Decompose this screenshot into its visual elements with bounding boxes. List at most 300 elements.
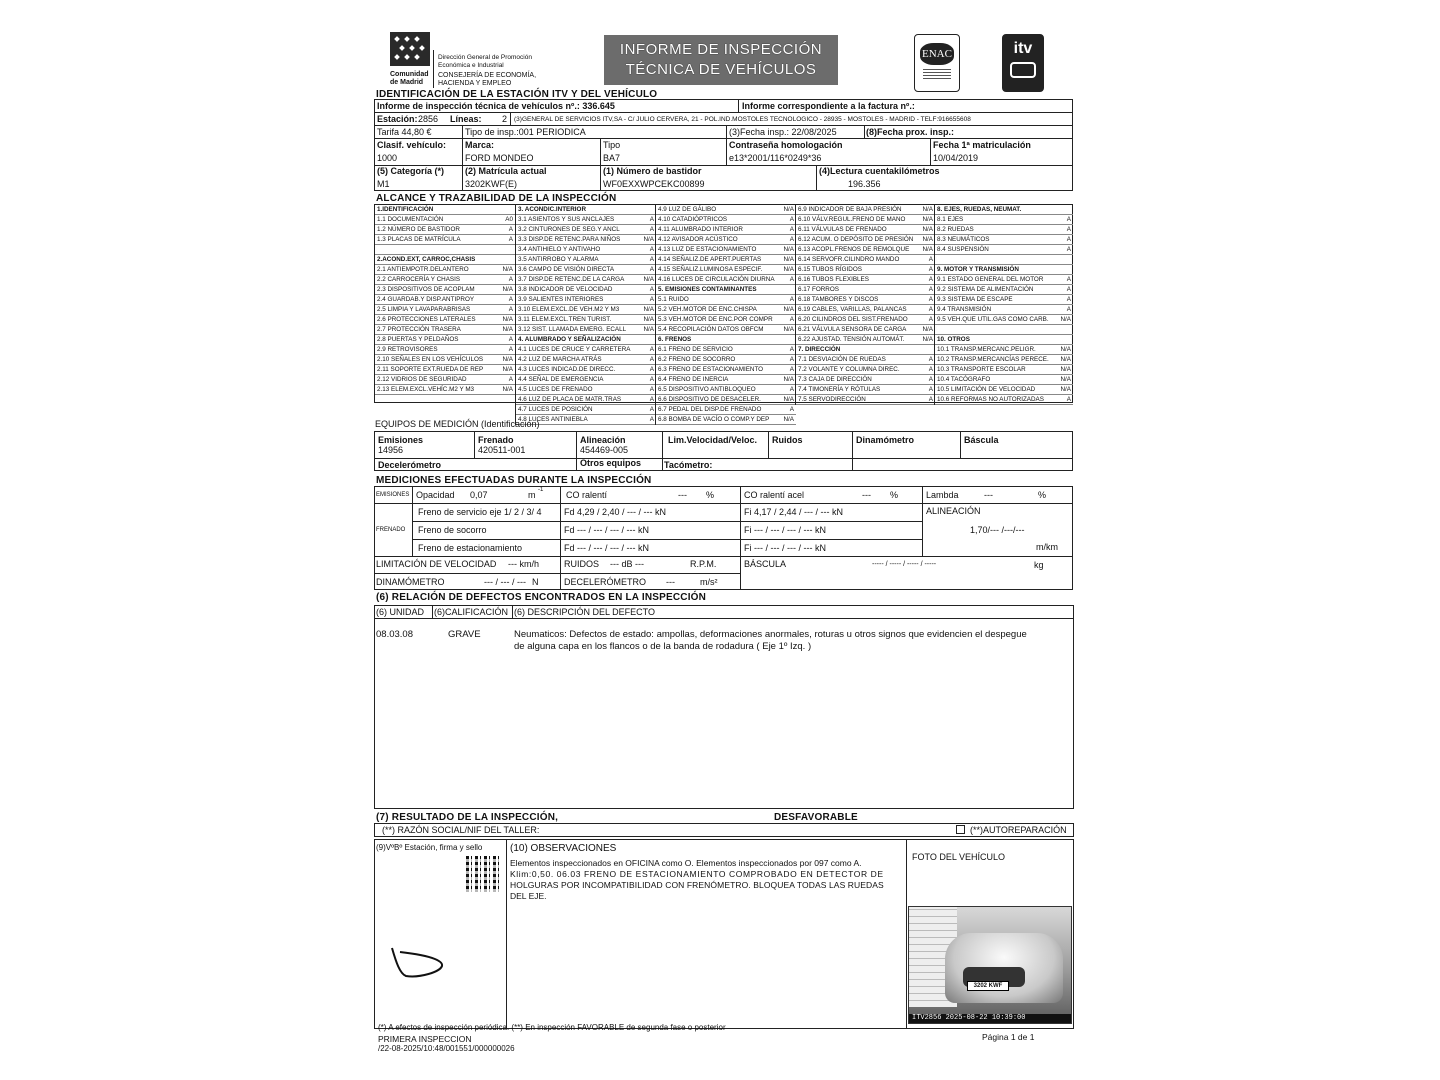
alcance-item <box>796 275 935 285</box>
observaciones-title: (10) OBSERVACIONES <box>510 843 617 854</box>
alcance-item-label: 6.9 INDICADOR DE BAJA PRESIÓN <box>798 206 902 213</box>
alcance-item <box>375 315 515 325</box>
categoria-label: (5) Categoría (*) <box>377 166 445 176</box>
alcance-item-label: 5. EMISIONES CONTAMINANTES <box>658 286 757 293</box>
alcance-item-label: 10.3 TRANSPORTE ESCOLAR <box>937 366 1026 373</box>
alcance-item-result: N/A <box>783 326 794 333</box>
contrasena-label: Contraseña homologación <box>729 140 843 150</box>
alcance-item-label: 6.11 VÁLVULAS DE FRENADO <box>798 226 887 233</box>
alcance-item <box>375 325 515 335</box>
alcance-item-result: N/A <box>643 276 654 283</box>
alcance-item-label: 4.5 LUCES DE FRENADO <box>518 386 593 393</box>
dinamometro-meas-label: DINAMÓMETRO <box>376 577 445 587</box>
alcance-item-label: 6.15 TUBOS RÍGIDOS <box>798 266 862 273</box>
alcance-item-label: 3.2 CINTURONES DE SEG.Y ANCL <box>518 226 620 233</box>
alcance-item-label: 6.21 VÁLVULA SENSORA DE CARGA <box>798 326 907 333</box>
alineacion-meas-value: 1,70/--- /---/--- <box>970 525 1025 535</box>
alcance-item <box>516 385 656 395</box>
alcance-item <box>796 385 935 395</box>
estacion-address: (3)GENERAL DE SERVICIOS ITV,SA - C/ JULIO CERVERA, 21 - POL.IND.MOSTOLES TECNOLOGICO - 28935 - MOSTOLES - MADRID - TELF:916655608 <box>514 116 971 123</box>
alcance-item-label: 6.8 BOMBA DE VACÍO O COMP.Y DEP <box>658 416 770 423</box>
alcance-item <box>935 255 1073 265</box>
alcance-item <box>796 215 935 225</box>
alcance-item <box>935 385 1073 395</box>
alcance-item-label: 4.2 LUZ DE MARCHA ATRÁS <box>518 356 602 363</box>
signature-icon <box>386 942 446 982</box>
alcance-item-label: 5.3 VEH.MOTOR DE ENC.POR COMPR <box>658 316 773 323</box>
freno-socorro-label: Freno de socorro <box>418 525 487 535</box>
alcance-item-label: 4.16 LUCES DE CIRCULACIÓN DIURNA <box>658 276 775 283</box>
opacidad-exp: -1 <box>538 487 544 493</box>
alcance-item-label: 4.6 LUZ DE PLACA DE MATR.TRAS <box>518 396 622 403</box>
alcance-item-result: N/A <box>1060 376 1071 383</box>
alcance-item <box>516 265 656 275</box>
alcance-item <box>656 205 796 215</box>
rpm-unit: R.P.M. <box>690 559 717 569</box>
alcance-item-result: N/A <box>922 226 933 233</box>
alcance-item-label: 7.4 TIMONERÍA Y RÓTULAS <box>798 386 881 393</box>
alcance-item <box>796 295 935 305</box>
alcance-item-label: 10.4 TACÓGRAFO <box>937 376 991 383</box>
enac-logo <box>914 34 960 92</box>
emisiones-value: 14956 <box>378 445 404 455</box>
alcance-item <box>796 355 935 365</box>
firma-label: (9)VºBº Estación, firma y sello <box>376 843 483 852</box>
alcance-item-result: A <box>649 266 654 273</box>
col-descripcion: (6) DESCRIPCIÓN DEL DEFECTO <box>514 607 656 617</box>
alcance-item-result: A <box>649 216 654 223</box>
alcance-item <box>375 345 515 355</box>
mediciones-title: MEDICIONES EFECTUADAS DURANTE LA INSPECCIÓN <box>376 475 652 486</box>
alineacion-label: Alineación <box>580 435 626 445</box>
emisiones-label: Emisiones <box>378 435 424 445</box>
alcance-item-label: 3.10 ELEM.EXCL.DE VEH.M2 Y M3 <box>518 306 620 313</box>
alcance-item <box>935 275 1073 285</box>
alcance-item-label: 2.7 PROTECCIÓN TRASERA <box>377 326 461 333</box>
alcance-item-result: N/A <box>922 336 933 343</box>
clasif-label: Clasif. vehículo: <box>377 140 447 150</box>
banner-line-2: TÉCNICA DE VEHÍCULOS <box>625 61 817 78</box>
alcance-item-label: 2.8 PUERTAS Y PELDAÑOS <box>377 336 459 343</box>
alcance-item-label: 4.14 SEÑALIZ.DE APERT.PUERTAS <box>658 256 762 263</box>
freno-estac-fd: Fd --- / --- / --- / --- kN <box>564 543 649 553</box>
alcance-item-result: N/A <box>643 316 654 323</box>
alcance-item-label: 10.2 TRANSP.MERCANCÍAS PERECE. <box>937 356 1049 363</box>
freno-socorro-fd: Fd --- / --- / --- / --- kN <box>564 525 649 535</box>
resultado-label: (7) RESULTADO DE LA INSPECCIÓN, <box>376 812 559 823</box>
fecha-matricula-value: 10/04/2019 <box>933 153 979 163</box>
alcance-item-result: A <box>789 386 794 393</box>
taller-label: (**) RAZÓN SOCIAL/NIF DEL TALLER: <box>382 825 540 835</box>
vehicle-photo <box>908 906 1072 1024</box>
alcance-item-label: 6.22 AJUSTAD. TENSIÓN AUTOMÁT. <box>798 336 905 343</box>
alcance-item <box>516 255 656 265</box>
limit-vel-value: --- km/h <box>508 559 539 569</box>
alcance-group-header <box>935 265 1073 275</box>
alcance-item-result: A <box>1066 306 1071 313</box>
alcance-item-result: A0 <box>505 216 513 223</box>
fecha-proxima: (8)Fecha prox. insp.: <box>866 127 955 137</box>
alcance-item-label: 8. EJES, RUEDAS, NEUMAT. <box>937 206 1022 213</box>
alcance-item-result: A <box>508 226 513 233</box>
alcance-item <box>656 265 796 275</box>
ruidos-meas-label: RUIDOS <box>564 559 600 569</box>
itv-label: itv <box>1013 40 1033 57</box>
alcance-item-result: A <box>789 346 794 353</box>
alcance-item-result: A <box>649 346 654 353</box>
decelerometro-label: Decelerómetro <box>378 460 442 470</box>
car-icon <box>1010 62 1036 78</box>
alcance-item-label: 8.4 SUSPENSIÓN <box>937 246 989 253</box>
emisiones-side-label: EMISIONES <box>376 492 410 498</box>
alcance-item <box>796 235 935 245</box>
alcance-item <box>656 235 796 245</box>
alcance-item-result: A <box>789 296 794 303</box>
alcance-item-result: N/A <box>922 326 933 333</box>
alcance-item-label: 9.2 SISTEMA DE ALIMENTACIÓN <box>937 286 1034 293</box>
alcance-item-label: 4. ALUMBRADO Y SEÑALIZACIÓN <box>518 336 621 343</box>
alcance-item <box>375 285 515 295</box>
alcance-item-result: A <box>928 286 933 293</box>
alcance-group-header <box>796 345 935 355</box>
alcance-item <box>796 255 935 265</box>
alcance-item-result: N/A <box>502 326 513 333</box>
alcance-item-result: N/A <box>1060 366 1071 373</box>
alcance-item-result: A <box>649 416 654 423</box>
alcance-item-label: 1.3 PLACAS DE MATRÍCULA <box>377 236 461 243</box>
org-line-1: Dirección General de Promoción <box>438 54 532 61</box>
freno-estac-fi: Fi --- / --- / --- / --- kN <box>744 543 826 553</box>
alcance-column <box>515 205 656 425</box>
alcance-item <box>656 225 796 235</box>
alcance-item <box>375 335 515 345</box>
alcance-item-label: 6.2 FRENO DE SOCORRO <box>658 356 736 363</box>
alcance-item-label: 4.11 ALUMBRADO INTERIOR <box>658 226 743 233</box>
matricula-label: (2) Matrícula actual <box>465 166 547 176</box>
alcance-item-result: N/A <box>502 286 513 293</box>
freno-servicio-fi: Fi 4,17 / 2,44 / --- / --- kN <box>744 507 844 517</box>
alcance-item <box>516 395 656 405</box>
alcance-item-label: 7.3 CAJA DE DIRECCIÓN <box>798 376 872 383</box>
alcance-item-result: N/A <box>1060 346 1071 353</box>
alcance-item <box>656 255 796 265</box>
col-unidad: (6) UNIDAD <box>376 607 425 617</box>
alcance-item-label: 6.3 FRENO DE ESTACIONAMIENTO <box>658 366 764 373</box>
alcance-item <box>656 345 796 355</box>
alcance-item-label: 3.9 SALIENTES INTERIORES <box>518 296 604 303</box>
estacion-value: 2856 <box>418 114 439 124</box>
foto-label: FOTO DEL VEHÍCULO <box>912 852 1006 862</box>
alcance-item <box>796 205 935 215</box>
alcance-grid <box>374 204 1073 423</box>
alcance-item-label: 3.11 ELEM.EXCL.TREN TURIST. <box>518 316 612 323</box>
resultado-value: DESFAVORABLE <box>774 812 858 823</box>
co-acel-value: --- <box>862 490 871 500</box>
alcance-item <box>516 225 656 235</box>
alcance-item <box>796 305 935 315</box>
alcance-group-header <box>656 285 796 295</box>
alcance-item-result: A <box>508 276 513 283</box>
alcance-item-result: A <box>1066 226 1071 233</box>
alcance-item-label: 6.12 ACUM. O DEPÓSITO DE PRESIÓN <box>798 236 914 243</box>
alcance-item-label: 8.1 EJES <box>937 216 964 223</box>
co-ralenti-unit: % <box>706 490 715 500</box>
alcance-item-result: N/A <box>922 246 933 253</box>
freno-estac-label: Freno de estacionamiento <box>418 543 523 553</box>
tipo-label: Tipo <box>603 140 621 150</box>
alcance-item <box>796 375 935 385</box>
alcance-item <box>935 315 1073 325</box>
alcance-item-result: A <box>649 376 654 383</box>
alcance-item <box>656 365 796 375</box>
alcance-item-result: A <box>789 406 794 413</box>
alcance-item-result: A <box>1066 286 1071 293</box>
alcance-item-result: A <box>928 366 933 373</box>
alcance-item-result: A <box>649 386 654 393</box>
alcance-item-result: N/A <box>1060 356 1071 363</box>
alcance-item-result: N/A <box>783 416 794 423</box>
alcance-item-result: N/A <box>502 356 513 363</box>
alcance-item-result: A <box>1066 396 1071 403</box>
alcance-item <box>516 275 656 285</box>
ruidos-meas-value: --- dB --- <box>610 559 644 569</box>
alcance-item <box>375 245 515 255</box>
alcance-item-result: N/A <box>1060 386 1071 393</box>
alcance-item <box>656 395 796 405</box>
alcance-item <box>796 285 935 295</box>
alcance-item-label: 1.IDENTIFICACIÓN <box>377 206 434 213</box>
alcance-item-label: 6.18 TAMBORES Y DISCOS <box>798 296 879 303</box>
alcance-item <box>935 365 1073 375</box>
alcance-item-result: A <box>649 406 654 413</box>
alcance-item <box>656 315 796 325</box>
frenado-label: Frenado <box>478 435 514 445</box>
page-number: Página 1 de 1 <box>982 1032 1035 1042</box>
contrasena-value: e13*2001/116*0249*36 <box>729 153 822 163</box>
alcance-item-result: A <box>928 306 933 313</box>
alcance-item-result: N/A <box>502 266 513 273</box>
alineacion-meas-label: ALINEACIÓN <box>926 506 981 516</box>
alcance-item <box>796 245 935 255</box>
limvel-label: Lim.Velocidad/Veloc. <box>668 435 758 445</box>
fecha-inspeccion: (3)Fecha insp.: 22/08/2025 <box>729 127 837 137</box>
alcance-item-label: 8.3 NEUMÁTICOS <box>937 236 990 243</box>
alcance-column <box>934 205 1073 405</box>
alcance-item-label: 2.13 ELEM.EXCL.VEHÍC.M2 Y M3 <box>377 386 475 393</box>
alcance-item-result: A <box>789 366 794 373</box>
autoreparacion-checkbox[interactable] <box>956 825 965 834</box>
alcance-item-result: A <box>1066 236 1071 243</box>
alcance-item <box>375 215 515 225</box>
alcance-group-header <box>516 205 656 215</box>
alcance-item <box>656 385 796 395</box>
alcance-item-label: 2.9 RETROVISORES <box>377 346 438 353</box>
alcance-item <box>516 315 656 325</box>
alcance-item <box>375 225 515 235</box>
alcance-item-result: A <box>649 256 654 263</box>
alcance-item-label: 3. ACONDIC.INTERIOR <box>518 206 586 213</box>
alcance-item <box>935 395 1073 405</box>
bascula-label: Báscula <box>964 435 999 445</box>
alcance-item-label: 4.8 LUCES ANTINIEBLA <box>518 416 588 423</box>
matricula-value: 3202KWF(E) <box>465 179 518 189</box>
decelerometro-meas-label: DECELERÓMETRO <box>564 577 647 587</box>
otros-equipos-label: Otros equipos <box>580 458 642 468</box>
alcance-item-label: 2.11 SOPORTE EXT.RUEDA DE REP <box>377 366 484 373</box>
tipo-inspeccion: Tipo de insp.:001 PERIODICA <box>465 127 586 137</box>
alcance-item-result: N/A <box>643 236 654 243</box>
alcance-group-header <box>656 335 796 345</box>
alcance-item-result: A <box>649 226 654 233</box>
alcance-item-label: 7.1 DESVIACIÓN DE RUEDAS <box>798 356 886 363</box>
alcance-item <box>516 345 656 355</box>
alcance-item-label: 4.10 CATADIÓPTRICOS <box>658 216 728 223</box>
alcance-item-result: A <box>789 236 794 243</box>
alcance-item-result: A <box>928 296 933 303</box>
alcance-section-title: ALCANCE Y TRAZABILIDAD DE LA INSPECCIÓN <box>376 193 617 204</box>
madrid-flag-logo <box>390 32 430 66</box>
defectos-title: (6) RELACIÓN DE DEFECTOS ENCONTRADOS EN LA INSPECCIÓN <box>376 592 707 603</box>
alcance-item-result: A <box>789 276 794 283</box>
marca-label: Marca: <box>465 140 495 150</box>
alcance-item <box>656 275 796 285</box>
tipo-value: BA7 <box>603 153 621 163</box>
alcance-item-result: A <box>649 296 654 303</box>
alcance-item-result: A <box>649 366 654 373</box>
alcance-item-label: 9. MOTOR Y TRANSMISIÓN <box>937 266 1019 273</box>
alcance-item-result: A <box>928 266 933 273</box>
bascula-unit: kg <box>1034 560 1044 570</box>
alcance-item <box>935 325 1073 335</box>
alcance-item-result: A <box>928 316 933 323</box>
banner-line-1: INFORME DE INSPECCIÓN <box>619 41 823 58</box>
opacidad-label: Opacidad <box>416 490 455 500</box>
alcance-column <box>375 205 515 395</box>
alcance-group-header <box>375 255 515 265</box>
alcance-item <box>656 375 796 385</box>
alcance-item <box>516 235 656 245</box>
alcance-item <box>656 295 796 305</box>
alcance-item-result: A <box>928 396 933 403</box>
alcance-item <box>935 305 1073 315</box>
observaciones-line2: Klim:0,50. 06.03 FRENO DE ESTACIONAMIENTO COMPROBADO EN DETECTOR DE <box>510 869 884 879</box>
photo-timestamp: ITV2856 2025-08-22 10:39:00 <box>909 1014 1071 1023</box>
opacidad-value: 0,07 <box>470 490 488 500</box>
estacion-label: Estación: <box>377 114 418 124</box>
alcance-item-result: A <box>508 236 513 243</box>
alcance-item-label: 6.20 CILINDROS DEL SIST.FRENADO <box>798 316 908 323</box>
alcance-item-result: N/A <box>502 386 513 393</box>
alcance-item <box>516 245 656 255</box>
co-acel-label: CO ralentí acel <box>744 490 805 500</box>
defect-desc-line2: de alguna capa en los flancos o de la banda de rodadura ( Eje 1º Izq. ) <box>514 641 812 652</box>
alcance-item-label: 6.5 DISPOSITIVO ANTIBLOQUEO <box>658 386 756 393</box>
bascula-meas-value: ----- / ----- / ----- / ----- <box>872 561 937 568</box>
alcance-item-result: A <box>1066 216 1071 223</box>
lambda-unit: % <box>1038 490 1047 500</box>
alcance-item-label: 6.6 DISPOSITIVO DE DESACELER. <box>658 396 761 403</box>
decelerometro-meas-value: --- <box>666 577 675 587</box>
alcance-item <box>516 325 656 335</box>
alcance-item-label: 6.16 TUBOS FLEXIBLES <box>798 276 869 283</box>
alcance-item <box>656 355 796 365</box>
alcance-column <box>655 205 796 425</box>
alcance-item-label: 4.7 LUCES DE POSICIÓN <box>518 406 593 413</box>
tarifa: Tarifa 44,80 € <box>377 127 432 137</box>
dinamometro-unit: N <box>532 577 539 587</box>
defect-desc-line1: Neumaticos: Defectos de estado: ampollas, deformaciones anormales, roturas u otros signos que evidencien el despegue <box>514 629 1027 640</box>
itv-logo <box>1002 34 1044 92</box>
alcance-item-label: 3.4 ANTIHIELO Y ANTIVAHO <box>518 246 601 253</box>
alcance-item-result: A <box>928 276 933 283</box>
enac-label: ENAC <box>920 43 954 65</box>
alcance-item-result: A <box>508 336 513 343</box>
alcance-item-result: N/A <box>783 256 794 263</box>
alcance-item <box>656 415 796 425</box>
alcance-item <box>656 245 796 255</box>
co-ralenti-label: CO ralentí <box>566 490 608 500</box>
alcance-item-result: A <box>508 346 513 353</box>
alcance-item-label: 2.1 ANTIEMPOTR.DELANTERO <box>377 266 469 273</box>
limit-vel-label: LIMITACIÓN DE VELOCIDAD <box>376 559 497 569</box>
alcance-item-label: 6.7 PEDAL DEL DISP.DE FRENADO <box>658 406 762 413</box>
alcance-item <box>375 275 515 285</box>
alcance-item-result: N/A <box>783 376 794 383</box>
defect-unidad: 08.03.08 <box>376 629 413 640</box>
alcance-item-result: A <box>789 316 794 323</box>
alcance-item-label: 5.4 RECOPILACIÓN DATOS OBFCM <box>658 326 764 333</box>
alcance-item-label: 6.13 ACOPL.FRENOS DE REMOLQUE <box>798 246 910 253</box>
alcance-item <box>935 245 1073 255</box>
alcance-item-label: 2.5 LIMPIA Y LAVAPARABRISAS <box>377 306 471 313</box>
informe-number: Informe de inspección técnica de vehículos nº.: 336.645 <box>377 101 615 111</box>
alcance-item-result: N/A <box>922 236 933 243</box>
alineacion-value: 454469-005 <box>580 445 629 455</box>
alcance-item-label: 10.5 LIMITACIÓN DE VELOCIDAD <box>937 386 1036 393</box>
fecha-matricula-label: Fecha 1ª matriculación <box>933 140 1031 150</box>
factura-label: Informe correspondiente a la factura nº.: <box>742 101 915 111</box>
alcance-item-result: A <box>789 216 794 223</box>
alcance-item-result: A <box>928 376 933 383</box>
categoria-value: M1 <box>377 179 390 189</box>
alcance-item-label: 4.1 LUCES DE CRUCE Y CARRETERA <box>518 346 631 353</box>
bascula-meas-label: BÁSCULA <box>744 559 787 569</box>
col-calificacion: (6)CALIFICACIÓN <box>434 607 509 617</box>
alcance-item-label: 3.6 CAMPO DE VISIÓN DIRECTA <box>518 266 615 273</box>
alcance-item <box>375 365 515 375</box>
alcance-item <box>935 215 1073 225</box>
equipos-title: EQUIPOS DE MEDICIÓN (Identificación) <box>375 419 540 429</box>
alcance-item-result: N/A <box>1060 316 1071 323</box>
lambda-label: Lambda <box>926 490 959 500</box>
alcance-item-result: A <box>789 226 794 233</box>
alcance-item-label: 4.12 AVISADOR ACÚSTICO <box>658 236 738 243</box>
alcance-item-label: 9.1 ESTADO GENERAL DEL MOTOR <box>937 276 1044 283</box>
alcance-item-label: 2.3 DISPOSITIVOS DE ACOPLAM <box>377 286 475 293</box>
alcance-item-label: 9.4 TRANSMISIÓN <box>937 306 992 313</box>
alineacion-unit: m/km <box>1036 542 1058 552</box>
alcance-item <box>656 325 796 335</box>
alcance-item <box>375 265 515 275</box>
alcance-item-label: 10.1 TRANSP.MERCANC.PELIGR. <box>937 346 1036 353</box>
freno-socorro-fi: Fi --- / --- / --- / --- kN <box>744 525 826 535</box>
alcance-item <box>516 375 656 385</box>
alcance-item-label: 6.17 FORROS <box>798 286 839 293</box>
alcance-item-result: N/A <box>922 206 933 213</box>
alcance-item-result: A <box>1066 246 1071 253</box>
alcance-item-result: N/A <box>643 326 654 333</box>
ident-section-title: IDENTIFICACIÓN DE LA ESTACIÓN ITV Y DEL VEHÍCULO <box>376 89 658 100</box>
